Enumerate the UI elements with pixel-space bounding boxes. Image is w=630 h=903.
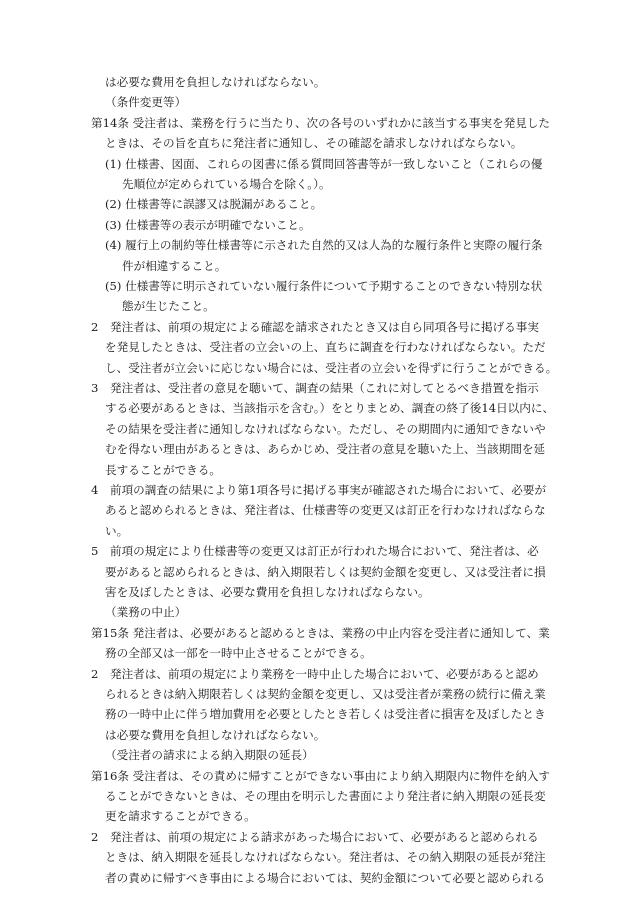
text-line: 長することができる。 — [105, 462, 221, 477]
text-line: あると認められるときは、発注者は、仕様書等の変更又は訂正を行わなければならな — [105, 503, 546, 518]
text-line: は必要な費用を負担しなければならない。 — [105, 727, 326, 742]
article-15-heading: 第15条 発注者は、必要があると認めるときは、業務の中止内容を受注者に通知して、業 — [91, 625, 550, 640]
text-line: 務の全部又は一部を一時中止させることができる。 — [105, 646, 372, 661]
paragraph-start: 5 前項の規定により仕様書等の変更又は訂正が行われた場合において、発注者は、必 — [91, 544, 539, 559]
section-heading: （受注者の請求による納入期限の延長） — [105, 748, 314, 763]
paragraph-start: 2 発注者は、前項の規定による確認を請求されたとき又は自ら同項各号に掲げる事実 — [91, 319, 539, 334]
list-item: (2) 仕様書等に誤謬又は脱漏があること。 — [105, 197, 323, 212]
article-14-heading: 第14条 受注者は、業務を行うに当たり、次の各号のいずれかに該当する事実を発見した — [91, 115, 551, 130]
text-line: し、受注者が立会いに応じない場合には、受注者の立会いを得ずに行うことができる。 — [105, 360, 558, 375]
list-item: (3) 仕様書等の表示が明確でないこと。 — [105, 217, 311, 232]
article-16-heading: 第16条 受注者は、その責めに帰すことができない事由により納入期限内に物件を納入す — [91, 768, 551, 783]
text-line: 態が生じたこと。 — [122, 299, 215, 314]
text-line: 害を及ぼしたときは、必要な費用を負担しなければならない。 — [105, 585, 430, 599]
paragraph-start: 3 発注者は、受注者の意見を聴いて、調査の結果（これに対してとるべき措置を指示 — [91, 381, 539, 395]
text-line: 要があると認められるときは、納入期限若しくは契約金額を変更し、又は受注者に損 — [105, 564, 546, 579]
section-heading: （条件変更等） — [105, 95, 187, 110]
text-line: むを得ない理由があるときは、あらかじめ、受注者の意見を聴いた上、当該期間を延 — [105, 442, 546, 457]
text-line: い。 — [105, 523, 129, 538]
text-line: ときは、その旨を直ちに発注者に通知し、その確認を請求しなければならない。 — [105, 136, 523, 151]
list-item: (5) 仕様書等に明示されていない履行条件について予期することのできない特別な状 — [105, 279, 543, 293]
list-item: (1) 仕様書、図面、これらの図書に係る質問回答書等が一致しないこと（これらの優 — [105, 156, 543, 171]
text-line: 先順位が定められている場合を除く。）。 — [122, 177, 331, 191]
text-line: 務の一時中止に伴う増加費用を必要としたとき若しくは受注者に損害を及ぼしたとき — [105, 707, 546, 722]
text-line: を発見したときは、受注者の立会いの上、直ちに調査を行わなければならない。ただ — [105, 340, 546, 355]
paragraph-start: 2 発注者は、前項の規定により業務を一時中止した場合において、必要があると認め — [91, 666, 539, 681]
text-line: は必要な費用を負担しなければならない。 — [105, 75, 326, 89]
text-line: 件が相違すること。 — [122, 258, 227, 273]
section-heading: （業務の中止） — [105, 605, 187, 620]
list-item: (4) 履行上の制約等仕様書等に示された自然的又は人為的な履行条件と実際の履行条 — [105, 238, 543, 253]
text-line: 者の責めに帰すべき事由による場合においては、契約金額について必要と認められる — [105, 870, 546, 885]
text-line: その結果を受注者に通知しなければならない。ただし、その期間内に通知できないや — [105, 421, 546, 436]
text-line: 更を請求することができる。 — [105, 809, 256, 824]
text-line: ることができないときは、その理由を明示した書面により発注者に納入期限の延長変 — [105, 789, 546, 803]
paragraph-start: 4 前項の調査の結果により第1項各号に掲げる事実が確認された場合において、必要が — [91, 483, 547, 497]
text-line: ときは、納入期限を延長しなければならない。発注者は、その納入期限の延長が発注 — [105, 850, 546, 865]
text-line: する必要があるときは、当該指示を含む。）をとりまとめ、調査の終了後14日以内に、 — [105, 401, 555, 416]
paragraph-start: 2 発注者は、前項の規定による請求があった場合において、必要があると認められる — [91, 829, 539, 844]
text-line: られるときは納入期限若しくは契約金額を変更し、又は受注者が業務の続行に備え業 — [105, 687, 546, 701]
